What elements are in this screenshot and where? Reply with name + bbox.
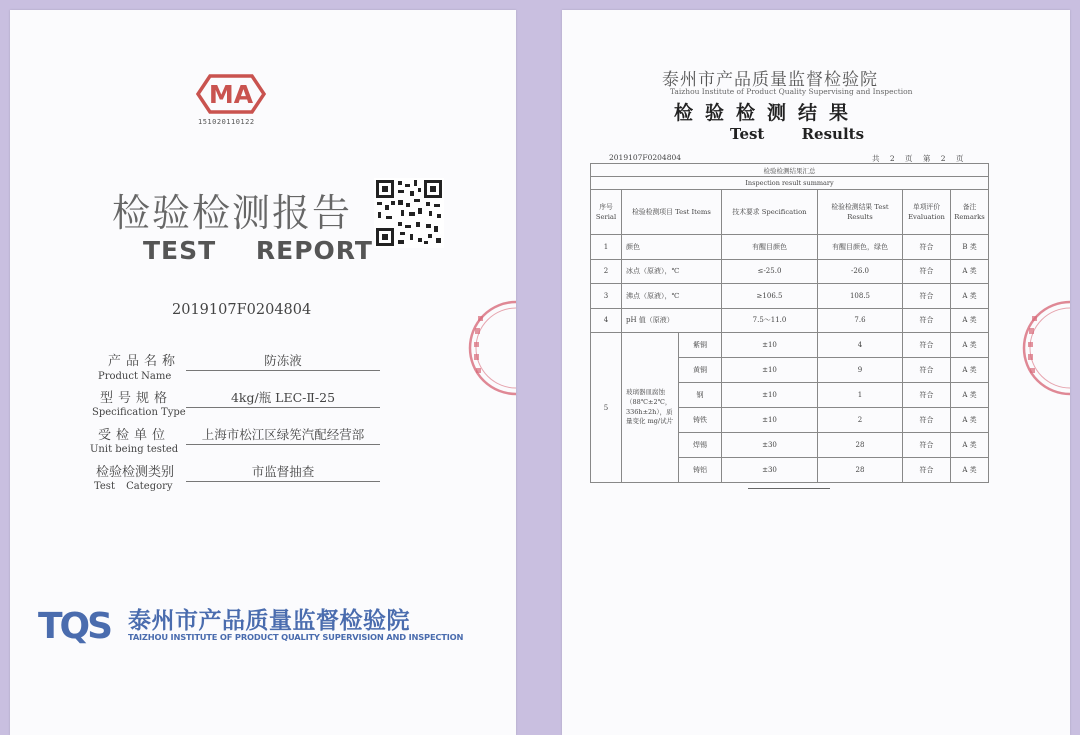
cell-remark: A 类: [951, 458, 989, 483]
report-title-en: TEST REPORT: [143, 236, 373, 265]
cell-remark: A 类: [951, 259, 989, 284]
cell-spec: 有醒目颜色: [722, 235, 818, 260]
cell-spec: ±30: [722, 433, 818, 458]
cell-item: 沸点（原液），℃: [622, 284, 722, 309]
cell-metal: 铸铁: [679, 408, 722, 433]
table-row: [591, 284, 989, 309]
header-results: 检验检测结果 Test Results: [818, 190, 903, 235]
value-product-name: 防冻液: [186, 351, 380, 371]
value-unit-tested: 上海市松江区绿筅汽配经营部: [186, 425, 380, 445]
label-spec-type-en: Specification Type: [92, 407, 186, 418]
table-row: [591, 333, 989, 358]
cell-metal: 铸铝: [679, 458, 722, 483]
cell-result: 108.5: [818, 284, 903, 309]
table-end-line: [748, 488, 830, 489]
results-title-en: Test Results: [730, 125, 865, 143]
header-remarks: 备注 Remarks: [951, 190, 989, 235]
value-test-category: 市监督抽查: [186, 462, 380, 482]
label-product-name-en: Product Name: [98, 371, 172, 382]
label-product-name-cn: 产品名称: [108, 354, 181, 369]
cell-spec: ±10: [722, 408, 818, 433]
cell-metal: 钢: [679, 383, 722, 408]
cell-metal: 黄铜: [679, 358, 722, 383]
org-name-cn: 泰州市产品质量监督检验院: [128, 608, 410, 634]
cell-remark: B 类: [951, 235, 989, 260]
cell-remark: A 类: [951, 284, 989, 309]
cell-remark: A 类: [951, 383, 989, 408]
official-seal-stamp: [454, 298, 516, 398]
cell-evaluation: 符合: [903, 235, 951, 260]
cell-item: 颜色: [622, 235, 722, 260]
table-caption-cn: 检验检测结果汇总: [591, 164, 989, 177]
results-org-name-cn: 泰州市产品质量监督检验院: [662, 70, 878, 90]
qr-code: [374, 178, 444, 248]
label-test-category-cn: 检验检测类别: [96, 465, 175, 480]
header-spec: 技术要求 Specification: [722, 190, 818, 235]
cell-result: -26.0: [818, 259, 903, 284]
cell-result: 2: [818, 408, 903, 433]
results-org-name-en: Taizhou Institute of Product Quality Supervising and Inspection: [670, 87, 913, 96]
cell-spec: ≤-25.0: [722, 259, 818, 284]
cell-evaluation: 符合: [903, 433, 951, 458]
official-seal-stamp: [1018, 298, 1070, 398]
tqs-logo-text: TQS: [38, 606, 111, 644]
value-spec-type: 4kg/瓶 LEC-Ⅱ-25: [186, 388, 380, 408]
cell-evaluation: 符合: [903, 358, 951, 383]
cell-result: 28: [818, 458, 903, 483]
cell-metal: 焊锡: [679, 433, 722, 458]
cma-logo-text: MA: [208, 80, 254, 109]
cell-spec: 7.5～11.0: [722, 308, 818, 333]
cell-result: 有醒目颜色，绿色: [818, 235, 903, 260]
cell-remark: A 类: [951, 333, 989, 358]
cell-serial: 5: [591, 333, 622, 483]
cell-result: 7.6: [818, 308, 903, 333]
label-unit-tested-en: Unit being tested: [90, 444, 179, 455]
cell-evaluation: 符合: [903, 458, 951, 483]
header-items: 检验检测项目 Test Items: [622, 190, 722, 235]
cell-metal: 紫铜: [679, 333, 722, 358]
results-page-count: 共 2 页 第 2 页: [872, 154, 968, 163]
table-row: [591, 308, 989, 333]
cell-serial: 3: [591, 284, 622, 309]
cell-remark: A 类: [951, 433, 989, 458]
tqs-logo: [38, 602, 116, 644]
table-row: [591, 235, 989, 260]
cell-evaluation: 符合: [903, 383, 951, 408]
cell-remark: A 类: [951, 408, 989, 433]
results-report-number: 2019107F0204804: [609, 153, 682, 162]
table-caption-en: Inspection result summary: [591, 177, 989, 190]
label-test-category-en: Test Category: [94, 481, 173, 492]
report-cover-page: [10, 10, 516, 735]
results-table: [590, 163, 989, 483]
cell-item: pH 值（原液）: [622, 308, 722, 333]
cell-serial: 4: [591, 308, 622, 333]
cell-remark: A 类: [951, 308, 989, 333]
cell-serial: 2: [591, 259, 622, 284]
cell-spec: ≥106.5: [722, 284, 818, 309]
cell-serial: 1: [591, 235, 622, 260]
cell-spec: ±10: [722, 383, 818, 408]
cell-result: 4: [818, 333, 903, 358]
cell-result: 9: [818, 358, 903, 383]
label-spec-type-cn: 型号规格: [100, 391, 173, 406]
report-number: 2019107F0204804: [172, 302, 312, 318]
label-unit-tested-cn: 受检单位: [98, 428, 171, 443]
cell-result: 28: [818, 433, 903, 458]
header-evaluation: 单项评价 Evaluation: [903, 190, 951, 235]
cell-spec: ±10: [722, 358, 818, 383]
header-serial: 序号 Serial: [591, 190, 622, 235]
cell-evaluation: 符合: [903, 333, 951, 358]
cell-evaluation: 符合: [903, 284, 951, 309]
cell-spec: ±30: [722, 458, 818, 483]
report-title-cn: 检验检测报告: [112, 191, 353, 235]
cell-item: 冰点（原液），℃: [622, 259, 722, 284]
cell-remark: A 类: [951, 358, 989, 383]
cell-evaluation: 符合: [903, 408, 951, 433]
cell-evaluation: 符合: [903, 259, 951, 284]
cma-logo: [190, 70, 270, 118]
cell-item: 玻璃器皿腐蚀（88℃±2℃，336h±2h），质量变化 mg/试片: [622, 333, 679, 483]
test-results-page: [562, 10, 1070, 735]
table-row: [591, 259, 989, 284]
results-title-cn: 检验检测结果: [674, 102, 861, 124]
cell-evaluation: 符合: [903, 308, 951, 333]
org-name-en: TAIZHOU INSTITUTE OF PRODUCT QUALITY SUPERVISION AND INSPECTION: [128, 632, 464, 642]
cell-spec: ±10: [722, 333, 818, 358]
cell-result: 1: [818, 383, 903, 408]
cma-number: 151020110122: [198, 118, 255, 126]
